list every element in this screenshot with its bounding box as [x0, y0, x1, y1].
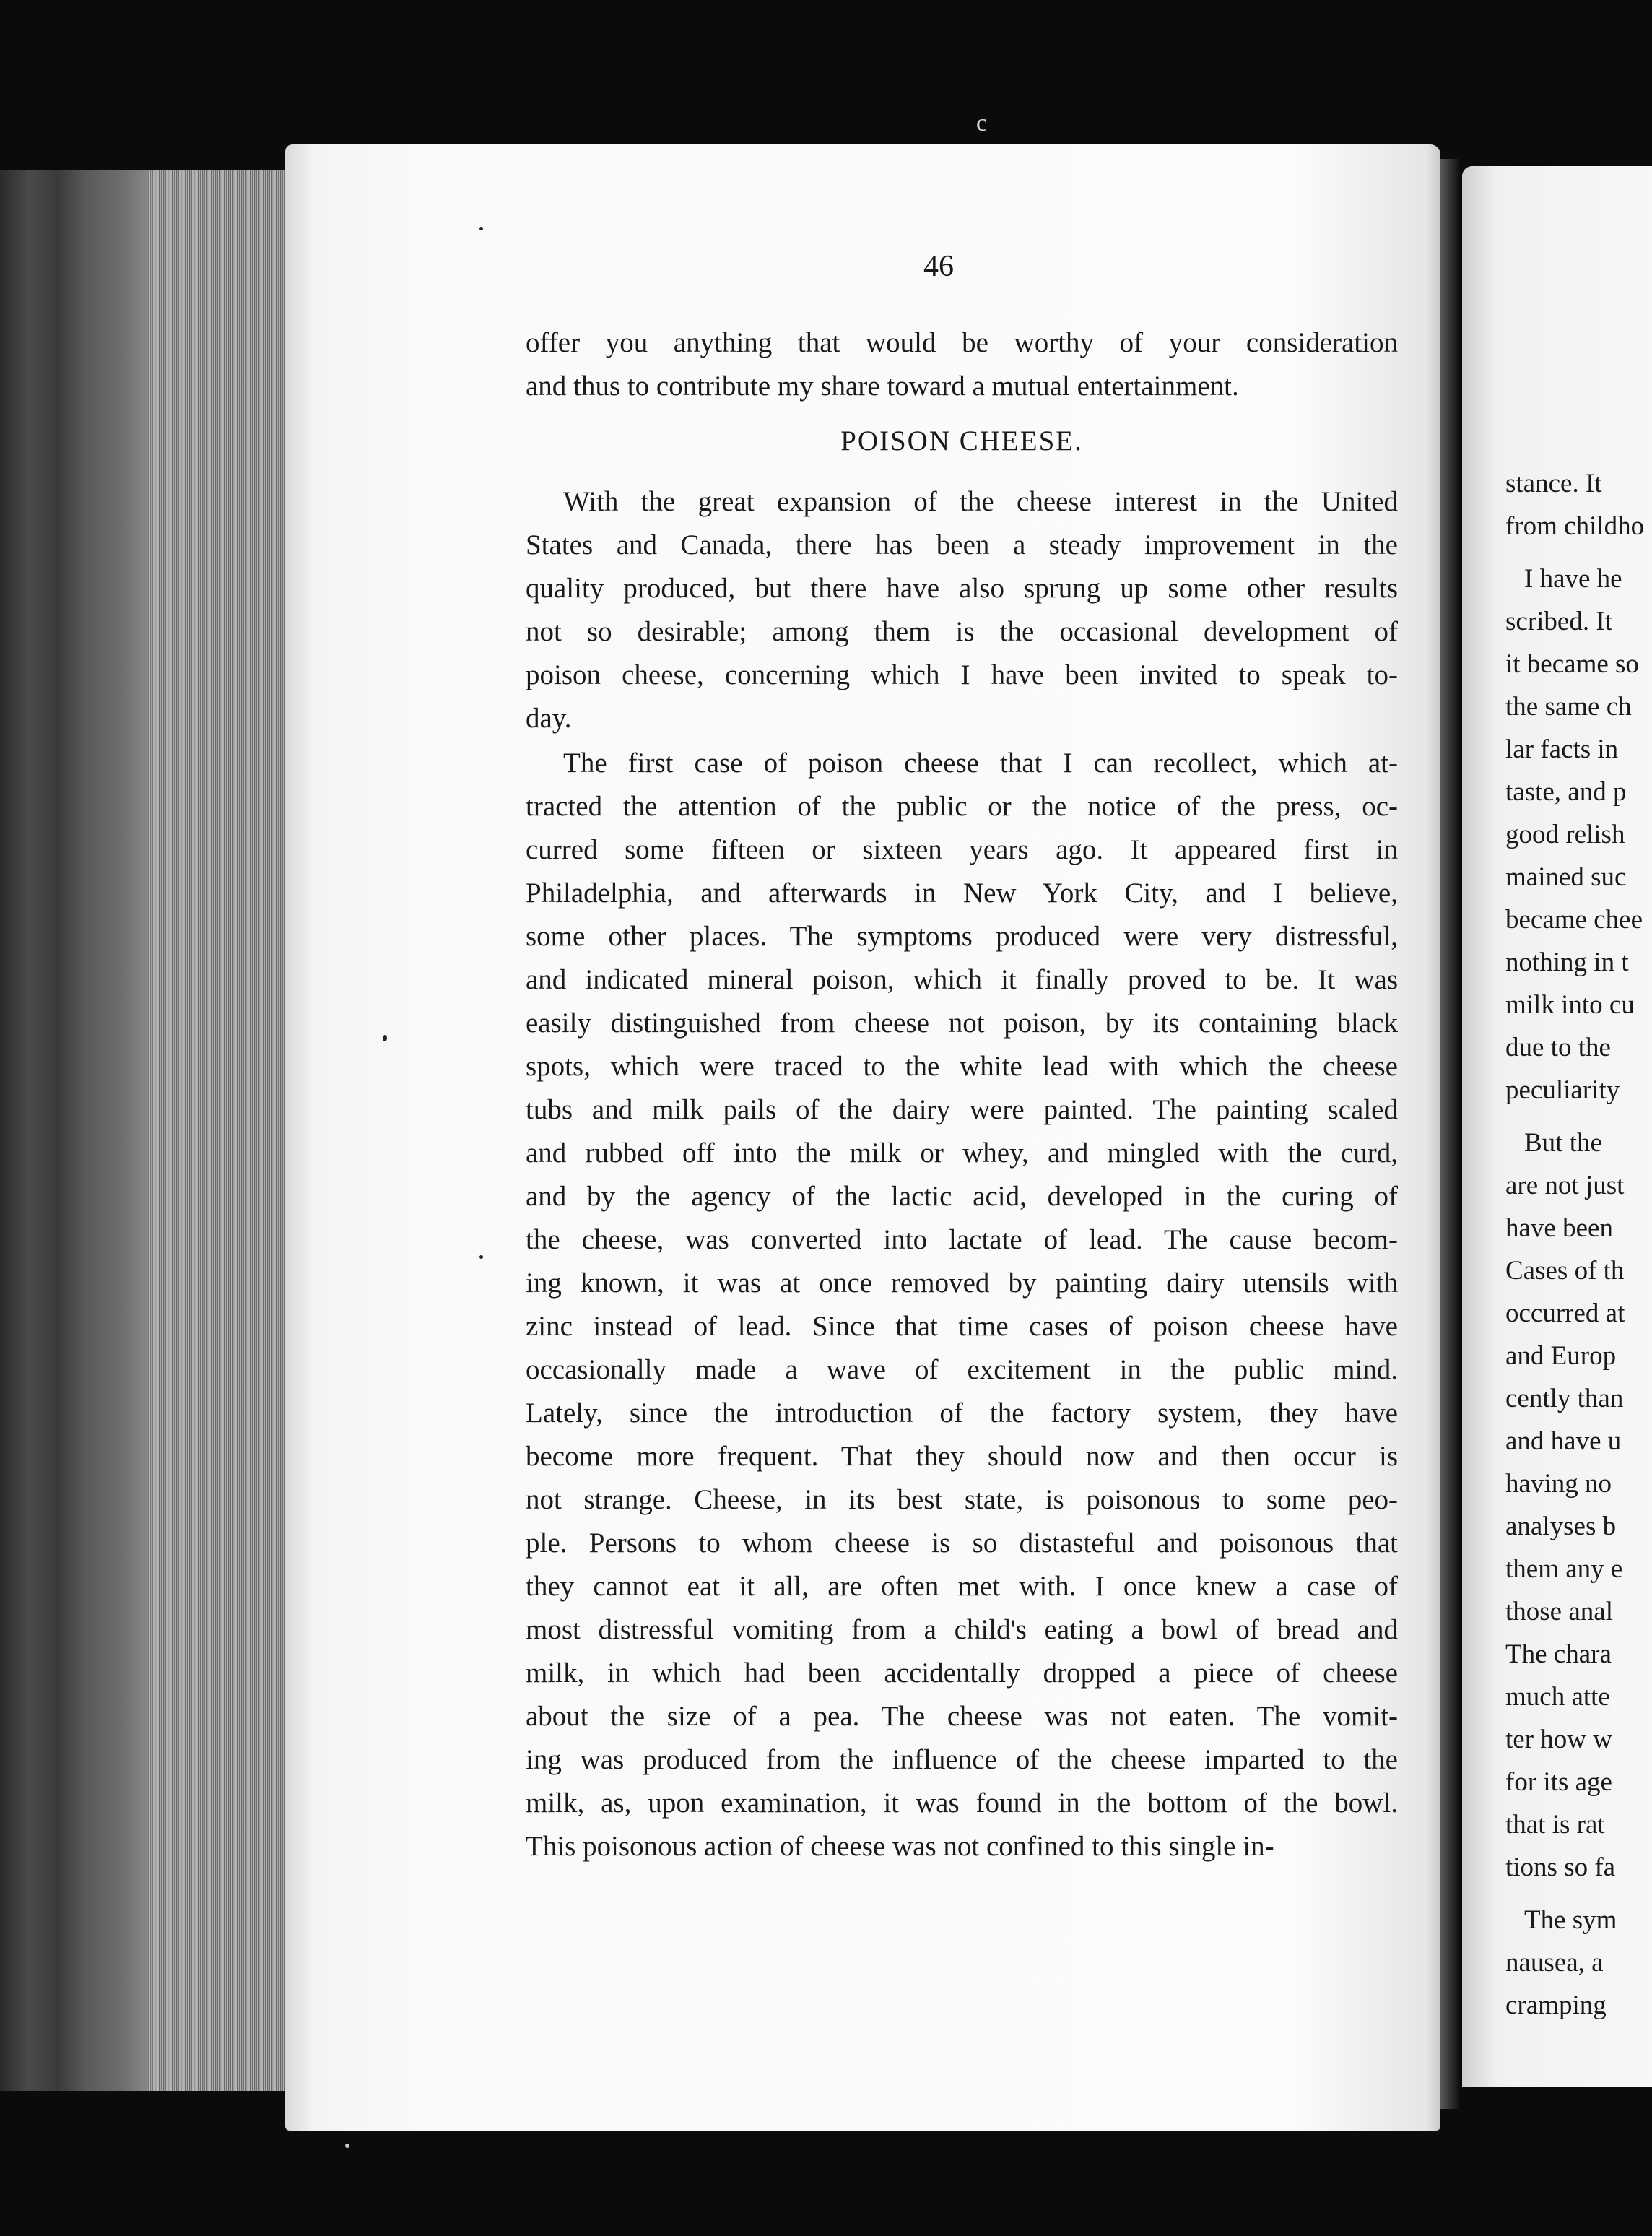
paragraph-2 — [526, 742, 1398, 1868]
right-page-line: them any e — [1505, 1554, 1623, 1584]
right-page-line: Cases of th — [1505, 1256, 1625, 1286]
text-line: the cheese, was converted into lactate of lead. The cause becom- — [526, 1224, 1398, 1255]
right-page-line: nothing in t — [1505, 948, 1629, 977]
right-page-line: much atte — [1505, 1682, 1610, 1712]
page-number: 46 — [923, 250, 954, 283]
right-page-line: have been — [1505, 1213, 1613, 1243]
text-line: zinc instead of lead. Since that time cases of poison cheese have — [526, 1311, 1398, 1342]
right-page-line: are not just — [1505, 1171, 1625, 1200]
section-heading: POISON CHEESE. — [840, 425, 1083, 456]
text-line: become more frequent. That they should now and then occur is — [526, 1441, 1398, 1472]
right-page-line: peculiarity — [1505, 1075, 1620, 1105]
right-page-line: and have u — [1505, 1426, 1622, 1456]
right-page-line: mained suc — [1505, 862, 1627, 892]
text-line: ing known, it was at once removed by painting dairy utensils with — [526, 1268, 1398, 1299]
opening-lines — [526, 321, 1398, 408]
right-page-line: those anal — [1505, 1597, 1613, 1626]
right-page-line: from childho — [1505, 511, 1645, 541]
right-page-line: taste, and p — [1505, 777, 1627, 807]
right-page-line: became chee — [1505, 905, 1643, 935]
right-page-line: stance. It — [1505, 469, 1602, 498]
text-line: milk, in which had been accidentally dropped a piece of cheese — [526, 1658, 1398, 1689]
book-page-edges — [0, 170, 152, 2091]
right-page-line: The sym — [1524, 1905, 1617, 1935]
dust-speck — [383, 1035, 387, 1041]
right-page-line: milk into cu — [1505, 990, 1635, 1020]
text-line: milk, as, upon examination, it was found in the bottom of the bowl. — [526, 1788, 1398, 1819]
text-line: States and Canada, there has been a steady improvement in the — [526, 529, 1398, 560]
text-line: easily distinguished from cheese not poison, by its containing black — [526, 1008, 1398, 1039]
right-page-line: and Europ — [1505, 1341, 1617, 1371]
text-line: spots, which were traced to the white lead with which the cheese — [526, 1051, 1398, 1082]
dust-speck — [479, 1255, 483, 1259]
right-page-line: it became so — [1505, 649, 1639, 679]
book-gutter — [1440, 159, 1462, 2109]
text-line: This poisonous action of cheese was not confined to this single in- — [526, 1831, 1274, 1862]
right-page-line: due to the — [1505, 1033, 1611, 1062]
right-page-text — [1505, 462, 1652, 2027]
text-line: Philadelphia, and afterwards in New York City, and I believe, — [526, 878, 1398, 909]
text-line: poison cheese, concerning which I have been invited to speak to- — [526, 659, 1398, 690]
text-line: quality produced, but there have also sprung up some other results — [526, 573, 1398, 604]
text-line: tracted the attention of the public or the notice of the press, oc- — [526, 791, 1398, 822]
right-page-line: lar facts in — [1505, 734, 1619, 764]
text-line: curred some fifteen or sixteen years ago. It appeared first in — [526, 834, 1398, 865]
page-body — [526, 321, 1398, 1868]
text-line: tubs and milk pails of the dairy were painted. The painting scaled — [526, 1094, 1398, 1125]
margin-mark: c — [976, 110, 988, 136]
page-edge-texture — [148, 170, 292, 2091]
right-page-line: tions so fa — [1505, 1852, 1616, 1882]
text-line: and indicated mineral poison, which it finally proved to be. It was — [526, 964, 1398, 995]
text-line: and by the agency of the lactic acid, developed in the curing of — [526, 1181, 1398, 1212]
text-line: The first case of poison cheese that I can recollect, which at- — [563, 748, 1398, 779]
right-page-line: scribed. It — [1505, 607, 1612, 636]
text-line: not strange. Cheese, in its best state, is poisonous to some peo- — [526, 1484, 1398, 1515]
text-line: some other places. The symptoms produced were very distressful, — [526, 921, 1398, 952]
right-page-line: But the — [1524, 1128, 1602, 1158]
text-line: ple. Persons to whom cheese is so distasteful and poisonous that — [526, 1528, 1398, 1559]
text-line: they cannot eat it all, are often met with. I once knew a case of — [526, 1571, 1398, 1602]
text-line: about the size of a pea. The cheese was not eaten. The vomit- — [526, 1701, 1398, 1732]
dust-speck — [345, 2144, 349, 2148]
text-line: offer you anything that would be worthy of your consideration — [526, 327, 1398, 358]
right-page-line: cently than — [1505, 1384, 1624, 1413]
right-page-line: nausea, a — [1505, 1948, 1604, 1977]
text-line: occasionally made a wave of excitement in the public mind. — [526, 1354, 1398, 1385]
right-page-line: cramping — [1505, 1990, 1607, 2020]
paragraph-1 — [526, 480, 1398, 740]
text-line: and thus to contribute my share toward a mutual entertainment. — [526, 370, 1239, 402]
text-line: not so desirable; among them is the occasional development of — [526, 616, 1398, 647]
right-page-line: ter how w — [1505, 1725, 1612, 1754]
text-line: day. — [526, 703, 572, 734]
text-line: and rubbed off into the milk or whey, and mingled with the curd, — [526, 1138, 1398, 1169]
text-line: most distressful vomiting from a child's eating a bowl of bread and — [526, 1614, 1398, 1645]
right-page-line: that is rat — [1505, 1810, 1605, 1840]
right-page-line: occurred at — [1505, 1299, 1625, 1328]
right-page-line: analyses b — [1505, 1512, 1617, 1541]
dust-speck — [479, 227, 483, 230]
text-line: With the great expansion of the cheese interest in the United — [563, 486, 1398, 517]
right-page-line: the same ch — [1505, 692, 1632, 722]
right-page-line: good relish — [1505, 820, 1625, 849]
right-page — [1462, 166, 1652, 2087]
text-line: Lately, since the introduction of the factory system, they have — [526, 1398, 1398, 1429]
text-line: ing was produced from the influence of the cheese imparted to the — [526, 1744, 1398, 1775]
right-page-line: I have he — [1524, 564, 1622, 594]
right-page-line: for its age — [1505, 1767, 1612, 1797]
right-page-line: having no — [1505, 1469, 1612, 1499]
right-page-line: The chara — [1505, 1639, 1612, 1669]
